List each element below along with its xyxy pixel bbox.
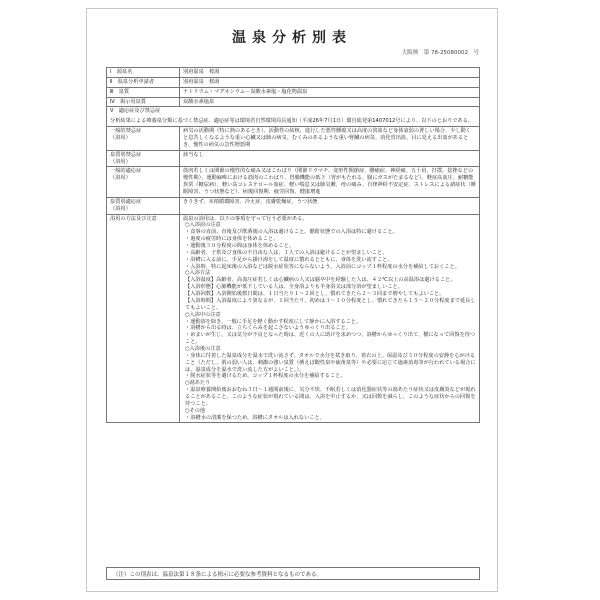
- section-heading-text: Ⅴ 適応症及び禁忌症: [110, 108, 161, 115]
- bathing-instruction-line: ・入浴時、特に起床後の入浴などは脱水症状等にならないよう、入浴前にコップ１杯程度の水分を補給しておくこと。: [185, 263, 460, 270]
- bathing-instruction-line: ・脱水症状等を避けるため、コップ１杯程度の水分を補給すること。: [185, 373, 346, 380]
- value-bathing-method: [180, 214, 480, 423]
- value-general-contraindications: 病気の活動期（特に熱のあるとき）、活動性の結核、進行した悪性腫瘍又は高度の貧血など身体衰弱の著しい場合、少し動くと息苦しくなるような重い心臓又は肺の病気、むくみのあるような重い腎臓の病気、消化管出血、目に見える出血があるとき、慢性の病気の急性増悪期: [180, 127, 480, 151]
- table-row: [107, 77, 480, 87]
- row-label-spring-quality: Ⅲ 泉質: [107, 87, 180, 97]
- bathing-instruction-line: ○その他: [185, 407, 206, 414]
- row-value-applicant: 別府温泉 桜湯: [180, 77, 480, 87]
- row-value-source-name: 別府温泉 桜湯: [180, 68, 480, 78]
- bathing-instruction-line: ・めまいが生じ、又は気分が不良となった時は、近くの人に助けを求めつつ、浴槽からゆっくり出て、横になって回復を待つこと。: [185, 332, 476, 346]
- table-row: [107, 197, 480, 214]
- table-row: [107, 214, 480, 423]
- label-bathing-method: 浴用の方法及び注意: [107, 214, 180, 423]
- row-label-posted-quality: Ⅳ 掲示用泉質: [107, 97, 180, 107]
- bathing-instruction-line: ・温泉療養開始後おおむね３日～１週間前後に、気分不快、不眠若しくは消化器症状等の湯あたり症状又は皮膚炎などが現れることがあること。このような症状が現れている間は、入浴を中止するか、又は回数を減らし、このような症状からの回復を待つこと。: [185, 387, 476, 407]
- label-quality-indications: 泉質別適応症 （浴用）: [107, 197, 180, 214]
- bathing-instruction-line: ・身体に付着した温泉成分を温水で洗い流さず、タオルで水分を拭き取り、着衣の上、保温及び３０分程度の安静を心がけること（ただし、肌の弱い人は、刺激の強い泉質（例えば酸性泉や硫黄泉等）や必要に応じて塩素消毒等が行われている場合には、温泉成分を温水で洗い流した方がよいこと。）。: [185, 352, 476, 373]
- bathing-instruction-line: ・食事の直前、直後及び飲酒後の入浴は避けること。酩酊状態での入浴は特に避けること。: [185, 229, 398, 236]
- table-row: [107, 150, 480, 167]
- table-row: [107, 97, 480, 107]
- section-heading-indications: [107, 107, 480, 127]
- bathing-instruction-line: ○入浴方法: [185, 270, 211, 277]
- label-general-contraindications: 一般的禁忌症 （浴用）: [107, 127, 180, 151]
- row-value-spring-quality: ナトリウム・マグネシウム－炭酸水素塩・塩化物温泉: [180, 87, 480, 97]
- table-row: [107, 127, 480, 151]
- bathing-instruction-line: ・運動後３０分程度の間は身体を休めること。: [185, 243, 294, 250]
- value-quality-contraindications: 該当なし: [180, 150, 480, 167]
- bathing-instruction-line: 【入浴形態】心肺機能が低下している人は、全身浴よりも半身浴又は部分浴が望ましいこと。: [185, 284, 403, 291]
- bathing-instruction-line: ・浴槽水の清潔を保つため、浴槽にタオルは入れないこと。: [185, 414, 325, 421]
- bathing-instruction-line: ○入浴前の注意: [185, 222, 221, 229]
- label-general-indications: 一般的適応症 （浴用）: [107, 167, 180, 197]
- value-general-indications: 筋肉若しくは関節の慢性的な痛み又はこわばり（関節リウマチ、変形性関節症、腰痛症、神経痛、五十肩、打撲、捻挫などの慢性期）、運動麻痺における筋肉のこわばり、胃腸機能の低下（胃がもたれる、腸にガスがたまるなど）、軽症高血圧、耐糖能異常（糖尿病）、軽い高コレステロール血症、軽い喘息又は肺気腫、痔の痛み、自律神経不安定症、ストレスによる諸症状（睡眠障害、うつ状態など）、病後回復期、疲労回復、健康増進: [180, 167, 480, 197]
- table-row: [107, 87, 480, 97]
- footer-note: （注）この別表は、温泉法第１８条による掲示に必要な参考資料となるものである。: [106, 567, 480, 580]
- bathing-instruction-line: ・高齢者、子供及び身体の不自由な人は、１人での入浴は避けることが望ましいこと。: [185, 249, 388, 256]
- row-value-posted-quality: 炭酸水素塩泉: [180, 97, 480, 107]
- value-quality-indications: きりきず、末梢循環障害、冷え症、皮膚乾燥症、うつ状態: [180, 197, 480, 214]
- bathing-instruction-line: 【入浴回数】入浴開始後数日間は、１日当たり１～２回とし、慣れてきたら２～３回まで増やしてもよいこと。: [185, 291, 445, 298]
- bathing-instruction-line: ○入浴中の注意: [185, 311, 221, 318]
- table-row: [107, 107, 480, 127]
- document-page: [86, 8, 498, 592]
- bathing-instruction-line: ・浴槽から出る時は、立ちくらみを起こさないようゆっくり出ること。: [185, 325, 351, 332]
- document-number: 大阪検 第 78-25080002 号: [401, 50, 479, 56]
- row-label-source-name: Ⅰ 源泉名: [107, 68, 180, 78]
- bathing-instruction-line: ○湯あたり: [185, 380, 211, 387]
- table-row: [107, 167, 480, 197]
- bathing-lead: 温泉の浴用は、以下の事項を守って行う必要がある。: [183, 215, 308, 222]
- table-row: [107, 68, 480, 78]
- bathing-instruction-line: ・浴槽に入る前に、手足から掛け湯をして温度に慣れるとともに、身体を洗い流すこと。: [185, 256, 393, 263]
- bathing-instruction-line: ・過度の疲労時には身体を休めること。: [185, 236, 279, 243]
- label-quality-contraindications: 泉質別禁忌症 （浴用）: [107, 150, 180, 167]
- document-title: 温泉分析別表: [232, 30, 352, 46]
- row-label-applicant: Ⅱ 温泉分析申請者: [107, 77, 180, 87]
- bathing-instruction-line: ・運動浴を除き、一般に手足を軽く動かす程度にして静かに入浴すること。: [185, 318, 362, 325]
- analysis-table: [106, 67, 480, 423]
- bathing-instruction-line: ○入浴後の注意: [185, 345, 221, 352]
- bathing-instructions: [183, 222, 476, 421]
- bathing-instruction-line: 【入浴温度】高齢者、高血圧症若しくは心臓病の人又は脳卒中を経験した人は、４２℃以上の高温浴は避けること。: [185, 277, 456, 284]
- intro-text: 分析結果による療養泉分類に基づく禁忌症、適応症等は環境省自然環境局長通知（平成26年7月1日）環自総発第1407012号により、以下のとおりである。: [110, 118, 474, 125]
- bathing-instruction-line: 【入浴時間】入浴温度により異なるが、１回当たり、初めは３～１０分程度とし、慣れてきたら１５～２０分程度まで延長してもよいこと。: [185, 297, 476, 311]
